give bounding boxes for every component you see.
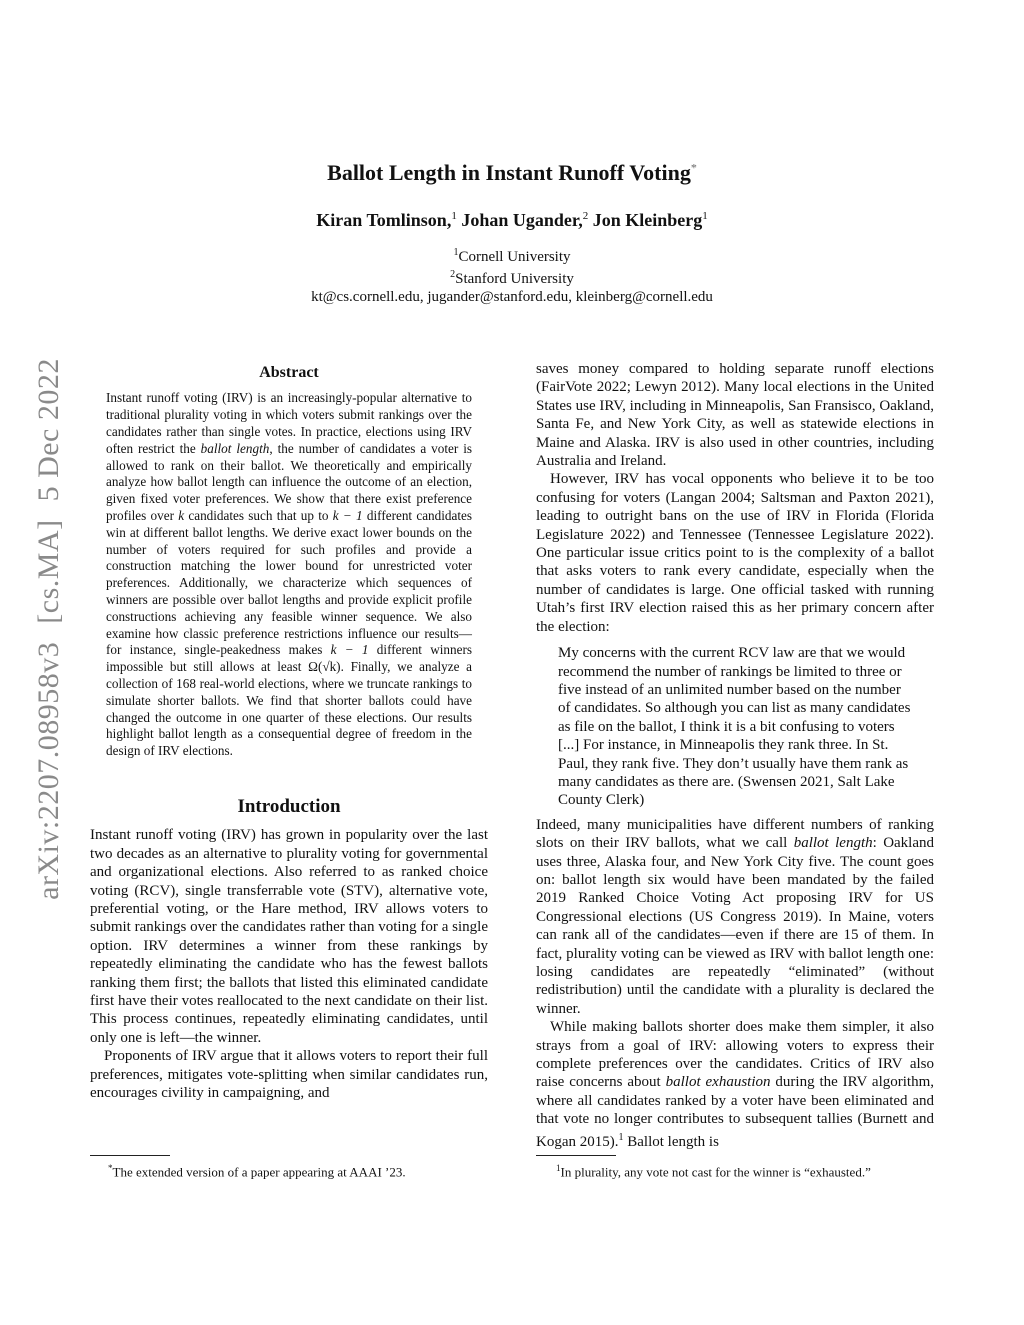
- footnote-left: *The extended version of a paper appearing at AAAI ’23.: [108, 1163, 406, 1180]
- affiliation: $^2$Stanford University: [450, 269, 574, 287]
- footnote-rule: [536, 1155, 616, 1156]
- right-column: [536, 360, 934, 1151]
- body-paragraph: While making ballots shorter does make them simpler, it also strays from a goal of IRV: allowing voters to express their complete preferences over the candidates. Critics of IRV also raise concerns about ballot exhaustion during the IRV algorithm, where all candidates ranked by a voter have been eliminated and that vote no longer contributes to subsequent tallies (Burnett and Kogan 2015).$^1$ Ballot length is: [536, 1019, 934, 1150]
- footnote-right: $^1$In plurality, any vote not cast for the winner is “exhausted.”: [556, 1163, 871, 1180]
- title-footnote-mark: *: [690, 160, 697, 175]
- block-quote: My concerns with the current RCV law are that we would recommend the number of rankings be limited to three or five instead of an unlimited number based on the number of candidates. So although you can list as many candidates as file on the ballot, I think it is a bit confusing to voters [...] For instance, in Minneapolis they rank three. In St. Paul, they rank five. They don’t usually have them rank as many candidates as there are. (Swensen 2021, Salt Lake County Clerk): [558, 645, 911, 809]
- affiliation: $^1$Cornell University: [453, 247, 571, 265]
- affiliations: [90, 244, 934, 306]
- footnote-rule: [90, 1155, 170, 1156]
- footnote-ref: 1: [618, 1131, 624, 1143]
- paper-title: Ballot Length in Instant Runoff Voting*: [327, 160, 697, 185]
- author-list: Kiran Tomlinson,$^1$ Johan Ugander,$^2$ Jon Kleinberg$^1$: [316, 210, 708, 230]
- body-paragraph: saves money compared to holding separate runoff elections (FairVote 2022; Lewyn 2012). Many local elections in the United States use IRV, including in Minneapolis, San Fransisco, Oakland, Santa Fe, and New York City, as well as statewide elections in Maine and Alaska. IRV is also used in other countries, including Australia and Ireland.: [536, 361, 934, 470]
- author-name: Johan Ugander,: [461, 210, 583, 230]
- left-column: [90, 360, 488, 1102]
- abstract-body: Instant runoff voting (IRV) is an increasingly-popular alternative to traditional plurality voting in which voters submit rankings over the candidates rather than single votes. In practice, elections using IRV often restrict the ballot length, the number of candidates a voter is allowed to rank on their ballot. We theoretically and empirically analyze how ballot length can influence the outcome of an election, given fixed voter preferences. We show that there exist preference profiles over k candidates such that up to k − 1 different candidates win at different ballot lengths. We derive exact lower bounds on the number of voters required for such profiles and provide a construction matching the lower bound for unrestricted voter preferences. Additionally, we characterize which sequences of winners are possible over ballot lengths and provide explicit profile constructions achieving any feasible winner sequence. We also examine how classic preference restrictions influence our results—for instance, single-peakedness makes k − 1 different winners impossible but still allows at least Ω(√k). Finally, we analyze a collection of 168 real-world elections, where we truncate rankings to simulate shorter ballots. We find that shorter ballots could have changed the outcome in one quarter of these elections. Our results highlight ballot length as a consequential degree of freedom in the design of IRV elections.: [106, 390, 473, 759]
- abstract-heading: Abstract: [259, 364, 319, 381]
- author-name: Jon Kleinberg: [592, 210, 703, 230]
- intro-paragraph: Proponents of IRV argue that it allows voters to report their full preferences, mitigates vote-splitting when similar candidates run, encourages civility in campaigning, and: [90, 1048, 488, 1102]
- intro-paragraph: Instant runoff voting (IRV) has grown in popularity over the last two decades as an alternative to plurality voting for governmental and organizational elections. Also referred to as ranked choice voting (RCV), single transferrable vote (STV), alternative vote, preferential voting, or the Hare method, IRV allows voters to submit rankings over the candidates rather than voting for a single option. IRV determines a winner from these rankings by repeatedly eliminating the candidate who has the fewest ballots ranking them first; the ballots that listed this eliminated candidate first have their votes reallocated to the next candidate on their list. This process continues, repeatedly eliminating candidates, until only one is left—the winner.: [90, 827, 488, 1046]
- author-emails: kt@cs.cornell.edu, jugander@stanford.edu, kleinberg@cornell.edu: [311, 289, 713, 305]
- body-paragraph: However, IRV has vocal opponents who believe it to be too confusing for voters (Langan 2004; Saltsman and Paxton 2021), leading to outright bans on the use of IRV in Florida (Florida Legislature 2022) and Tennessee (Tennessee Legislature 2022). One particular issue critics point to is the complexity of a ballot that asks voters to rank every candidate, especially when the number of candidates is large. One official tasked with running Utah’s first IRV election raised this as her primary concern after the election:: [536, 471, 934, 635]
- body-paragraph: Indeed, many municipalities have different numbers of ranking slots on their IRV ballots, what we call ballot length: Oakland uses three, Alaska four, and New York City five. The count goes on: ballot length six would have been mandated by the failed 2019 Ranked Choice Voting Act proposing IRV for US Congressional elections (US Congress 2019). In Maine, voters can rank all of the candidates—even if there are 15 of them. In fact, plurality voting can be viewed as IRV with ballot length one: losing candidates are repeatedly “eliminated” (without redistribution) until the candidate with a plurality is declared the winner.: [536, 816, 935, 1017]
- arxiv-identifier: [32, 340, 66, 900]
- arxiv-category: [cs.MA]: [32, 519, 65, 624]
- introduction-heading: Introduction: [237, 795, 341, 817]
- arxiv-date: 5 Dec 2022: [32, 358, 65, 502]
- author-name: Kiran Tomlinson,: [316, 210, 452, 230]
- arxiv-id: arXiv:2207.08958v3: [32, 641, 65, 900]
